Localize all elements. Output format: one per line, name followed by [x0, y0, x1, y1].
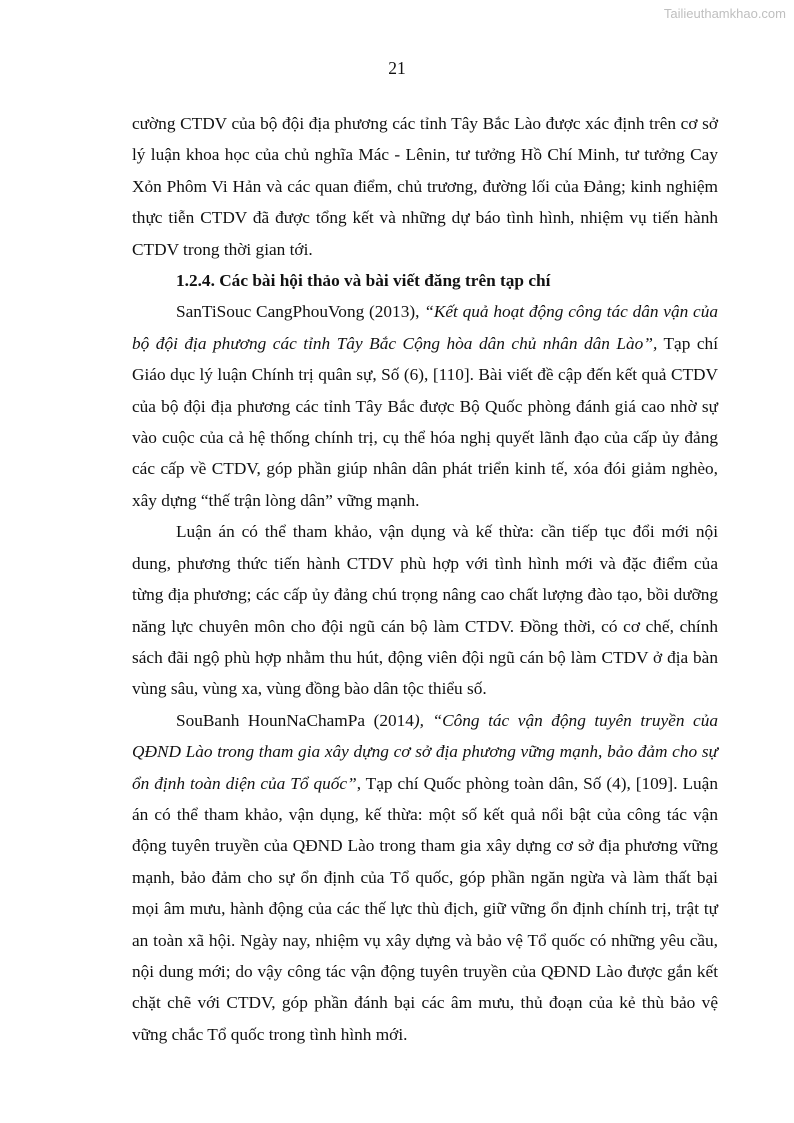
page-number: 21 [388, 58, 406, 78]
paragraph-reference-2 [132, 705, 718, 1050]
reference-author: SanTiSouc CangPhouVong (2013), [176, 302, 420, 322]
paragraph-reference-1-application: Luận án có thể tham khảo, vận dụng và kế thừa: cần tiếp tục đổi mới nội dung, phương thức tiến hành CTDV phù hợp với tình hình mới và đặc điểm của từng địa phương; các cấp ủy đảng chú trọng nâng cao chất lượng đào tạo, bồi dưỡng năng lực chuyên môn cho đội ngũ cán bộ làm CTDV. Đồng thời, có cơ chế, chính sách đãi ngộ phù hợp nhằm thu hút, động viên đội ngũ cán bộ làm CTDV ở địa bàn vùng sâu, vùng xa, vùng đồng bào dân tộc thiểu số. [132, 522, 718, 699]
section-heading: 1.2.4. Các bài hội thảo và bài viết đăng trên tạp chí [176, 271, 551, 291]
reference-title: ), “Công tác vận động tuyên truyền của QĐND Lào trong tham gia xây dựng cơ sở địa phương vững mạnh, bảo đảm cho sự ổn định toàn diện của Tổ quốc” [132, 710, 718, 793]
reference-text: Tạp chí Giáo dục lý luận Chính trị quân sự, Số (6), [110]. Bài viết đề cập đến kết quả CTDV của bộ đội địa phương các tỉnh Tây Bắc được Bộ Quốc phòng đánh giá cao nhờ sự vào cuộc của cả hệ thống chính trị, cụ thể hóa nghị quyết lãnh đạo của cấp ủy đảng các cấp về CTDV, góp phần giúp nhân dân phát triển kinh tế, xóa đói giảm nghèo, xây dựng “thế trận lòng dân” vững mạnh. [132, 333, 718, 510]
watermark: Tailieuthamkhao.com [663, 6, 786, 21]
paragraph-continuation: cường CTDV của bộ đội địa phương các tỉnh Tây Bắc Lào được xác định trên cơ sở lý luận khoa học của chủ nghĩa Mác - Lênin, tư tưởng Hồ Chí Minh, tư tưởng Cay Xỏn Phôm Vi Hản và các quan điểm, chủ trương, đường lối của Đảng; kinh nghiệm thực tiễn CTDV đã được tổng kết và những dự báo tình hình, nhiệm vụ tiến hành CTDV trong thời gian tới. [132, 114, 718, 259]
reference-author: SouBanh HounNaChamPa (2014 [176, 710, 414, 730]
reference-text: , Tạp chí Quốc phòng toàn dân, Số (4), [109]. Luận án có thể tham khảo, vận dụng, kế thừa: một số kết quả nổi bật của công tác vận động tuyên truyền của QĐND Lào trong tham gia xây dựng cơ sở địa phương vững mạnh, bảo đảm cho sự ổn định của Tổ quốc, góp phần ngăn ngừa và làm thất bại mọi âm mưu, hành động của các thế lực thù địch, giữ vững ổn định chính trị, trật tự an toàn xã hội. Ngày nay, nhiệm vụ xây dựng và bảo vệ Tổ quốc có những yêu cầu, nội dung mới; do vậy công tác vận động tuyên truyền của QĐND Lào được gắn kết chặt chẽ với CTDV, góp phần đánh bại các âm mưu, thủ đoạn của kẻ thù bảo vệ vững chắc Tổ quốc trong tình hình mới. [132, 773, 718, 1044]
paragraph-reference-1 [132, 296, 718, 516]
reference-title: “Kết quả hoạt động công tác dân vận của bộ đội địa phương các tỉnh Tây Bắc Cộng hòa dân chủ nhân dân Lào”, [132, 302, 718, 353]
document-body [132, 108, 718, 1050]
